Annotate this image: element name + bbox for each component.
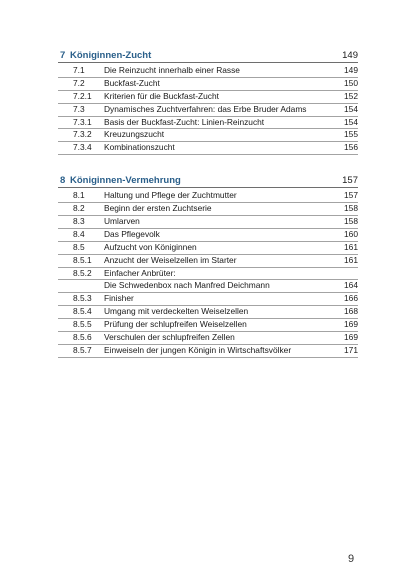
entry-title: Die Reinzucht innerhalb einer Rasse	[104, 65, 240, 75]
entry-page: 161	[344, 254, 358, 265]
entry-page: 155	[344, 129, 358, 140]
toc-entry	[58, 190, 358, 203]
entry-number: 7.3.4	[73, 142, 92, 153]
entry-title: Einweiseln der jungen Königin in Wirtschaftsvölker	[104, 344, 292, 355]
chapter-page: 149	[342, 50, 358, 61]
entry-number: 7.2	[73, 77, 85, 88]
entry-title: Kriterien für die Buckfast-Zucht	[104, 90, 219, 101]
entry-page: 164	[344, 280, 358, 291]
toc-entry	[58, 242, 358, 255]
entry-title: Haltung und Pflege der Zuchtmutter	[104, 190, 237, 201]
toc-entry	[58, 345, 358, 358]
toc-entry	[58, 268, 358, 281]
entry-page: 149	[344, 65, 358, 75]
entry-page: 152	[344, 90, 358, 101]
page-number: 9	[348, 553, 355, 565]
chapter-number: 7	[60, 50, 66, 61]
toc-entry	[58, 91, 358, 104]
entry-number: 8.2	[73, 203, 85, 214]
entry-title: Dynamisches Zuchtverfahren: das Erbe Bruder Adams	[104, 103, 307, 114]
entry-number: 8.5	[73, 241, 85, 252]
entry-page: 158	[344, 216, 358, 227]
entry-title: Aufzucht von Königinnen	[104, 241, 197, 252]
chapter-title: Königinnen-Zucht	[70, 50, 152, 61]
entry-number: 8.5.1	[73, 254, 92, 265]
toc-entry	[58, 117, 358, 130]
chapter-number: 8	[60, 175, 66, 187]
toc-entry	[58, 203, 358, 216]
toc-entry	[58, 129, 358, 142]
chapter-page: 157	[342, 175, 358, 187]
entry-number: 8.4	[73, 228, 85, 239]
toc-entry	[58, 216, 358, 229]
entry-title: Umgang mit verdeckelten Weiselzellen	[104, 306, 249, 317]
entry-number: 8.5.4	[73, 306, 92, 317]
entry-title: Die Schwedenbox nach Manfred Deichmann	[104, 280, 270, 291]
entry-title: Kombinationszucht	[104, 142, 175, 153]
entry-number: 7.2.1	[73, 90, 92, 101]
entry-number: 7.1	[73, 65, 85, 75]
toc-entry	[58, 65, 358, 78]
entry-page: 150	[344, 77, 358, 88]
entry-page: 161	[344, 241, 358, 252]
entry-number: 7.3.1	[73, 116, 92, 127]
entry-title: Kreuzungszucht	[104, 129, 165, 140]
entry-page: 160	[344, 228, 358, 239]
entry-title: Einfacher Anbrüter:	[104, 267, 176, 278]
entry-title: Finisher	[104, 293, 134, 304]
entry-page: 156	[344, 142, 358, 153]
entry-page: 169	[344, 332, 358, 343]
chapter-heading-7	[58, 50, 358, 63]
section-spacer	[58, 155, 358, 175]
entry-title: Verschulen der schlupfreifen Zellen	[104, 332, 235, 343]
toc-entry	[58, 104, 358, 117]
entry-page: 154	[344, 116, 358, 127]
entry-title: Umlarven	[104, 216, 140, 227]
entry-number: 7.3	[73, 103, 85, 114]
entry-title: Das Pflegevolk	[104, 228, 160, 239]
toc-entry	[58, 142, 358, 155]
entry-number: 8.5.7	[73, 344, 92, 355]
chapter-title: Königinnen-Vermehrung	[70, 175, 181, 187]
entry-page: 166	[344, 293, 358, 304]
entry-number: 8.5.6	[73, 332, 92, 343]
entry-number: 8.3	[73, 216, 85, 227]
chapter-heading-8	[58, 175, 358, 188]
entry-number: 8.1	[73, 190, 85, 201]
toc-entry	[58, 229, 358, 242]
entry-title: Prüfung der schlupfreifen Weiselzellen	[104, 319, 247, 330]
entry-title: Basis der Buckfast-Zucht: Linien-Reinzucht	[104, 116, 265, 127]
entry-page: 158	[344, 203, 358, 214]
entry-page: 169	[344, 319, 358, 330]
entry-number: 8.5.2	[73, 267, 92, 278]
entry-number: 8.5.5	[73, 319, 92, 330]
entry-title: Beginn der ersten Zuchtserie	[104, 203, 212, 214]
toc-entry	[58, 319, 358, 332]
entry-number: 8.5.3	[73, 293, 92, 304]
toc-entry	[58, 306, 358, 319]
toc-entry	[58, 293, 358, 306]
entry-page: 171	[344, 344, 358, 355]
entry-page: 154	[344, 103, 358, 114]
entry-number: 7.3.2	[73, 129, 92, 140]
toc-entry	[58, 255, 358, 268]
entry-title: Buckfast-Zucht	[104, 77, 160, 88]
table-of-contents	[58, 50, 358, 358]
entry-page: 168	[344, 306, 358, 317]
toc-entry	[58, 332, 358, 345]
toc-entry	[58, 78, 358, 91]
entry-title: Anzucht der Weiselzellen im Starter	[104, 254, 237, 265]
entry-page: 157	[344, 190, 358, 201]
toc-entry	[58, 280, 358, 293]
